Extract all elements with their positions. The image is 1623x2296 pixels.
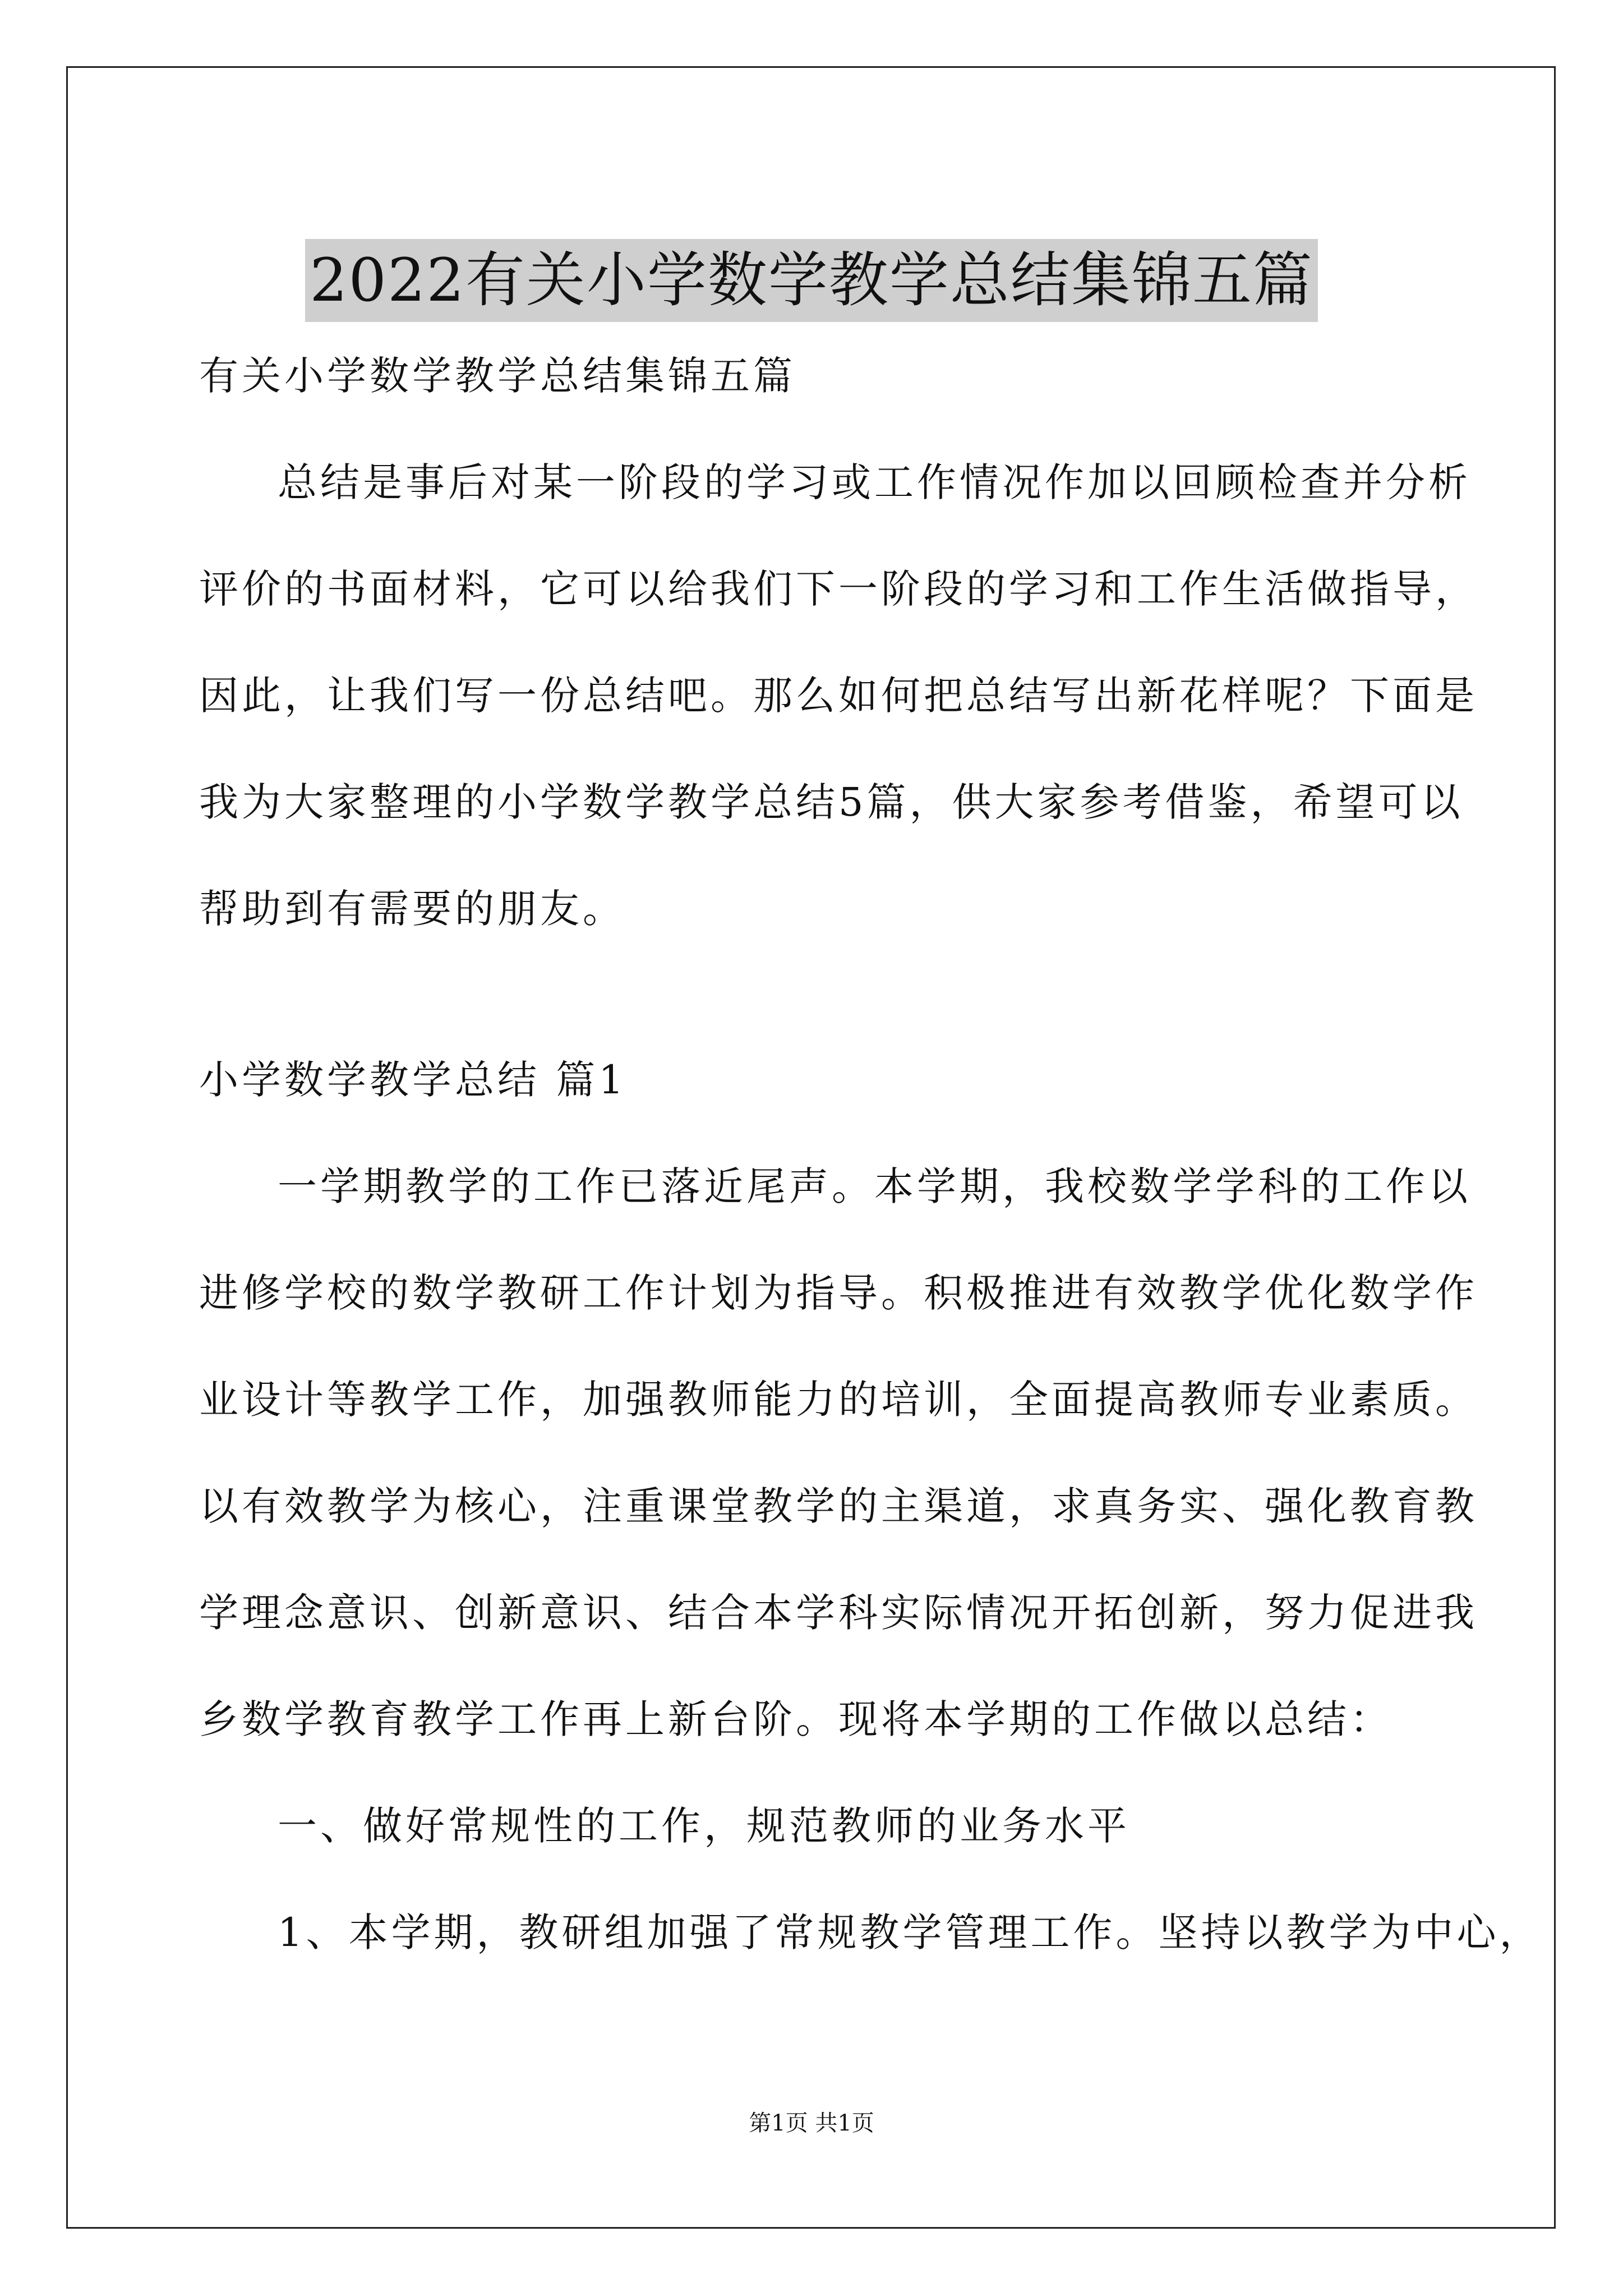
intro-line-1: 总结是事后对某一阶段的学习或工作情况作加以回顾检查并分析 — [278, 459, 1471, 505]
section-body-line-5: 学理念意识、创新意识、结合本学科实际情况开拓创新，努力促进我 — [199, 1590, 1478, 1636]
section-body-line-1: 一学期教学的工作已落近尾声。本学期，我校数学学科的工作以 — [278, 1163, 1471, 1209]
section-body-line-4: 以有效教学为核心，注重课堂教学的主渠道，求真务实、强化教育教 — [199, 1483, 1478, 1529]
title-container — [0, 199, 1623, 362]
intro-line-5: 帮助到有需要的朋友。 — [199, 886, 625, 932]
point-heading: 一、做好常规性的工作，规范教师的业务水平 — [278, 1803, 1130, 1849]
intro-line-2: 评价的书面材料，它可以给我们下一阶段的学习和工作生活做指导， — [199, 566, 1478, 612]
section-body-line-2: 进修学校的数学教研工作计划为指导。积极推进有效教学优化数学作 — [199, 1270, 1478, 1316]
page-footer: 第1页 共1页 — [749, 2110, 874, 2136]
intro-line-4: 我为大家整理的小学数学教学总结5篇，供大家参考借鉴，希望可以 — [199, 779, 1464, 825]
document-title: 2022有关小学数学教学总结集锦五篇 — [305, 239, 1318, 322]
section-body-line-6: 乡数学教育教学工作再上新台阶。现将本学期的工作做以总结： — [199, 1696, 1393, 1742]
section-heading: 小学数学教学总结 篇1 — [199, 1057, 627, 1103]
section-body-line-3: 业设计等教学工作，加强教师能力的培训，全面提高教师专业素质。 — [199, 1377, 1478, 1423]
intro-line-3: 因此，让我们写一份总结吧。那么如何把总结写出新花样呢？下面是 — [199, 673, 1478, 719]
point-1-line: 1、本学期，教研组加强了常规教学管理工作。坚持以教学为中心， — [278, 1910, 1542, 1955]
document-subtitle: 有关小学数学教学总结集锦五篇 — [199, 353, 796, 399]
